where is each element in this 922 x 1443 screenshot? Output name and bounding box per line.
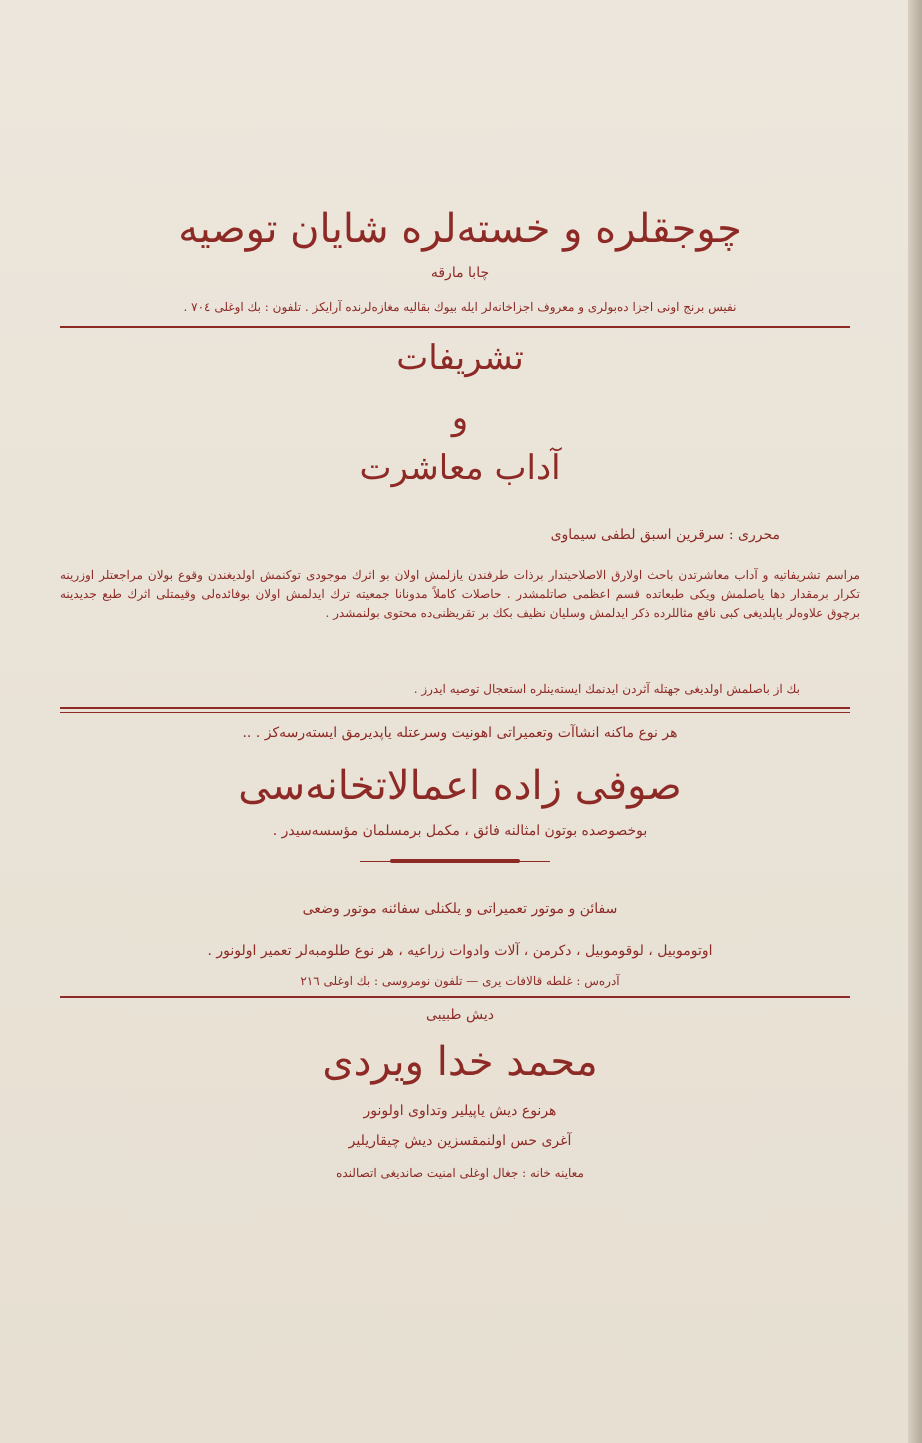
ad1-info-line: نفیس برنج اونی اجزا ده‌بولری و معروف اجزاخانه‌لر ایله بیوك بقالیه مغازه‌لرنده آرایکز . تلفون : بك اوغلی ۷۰٤ .: [183, 300, 737, 314]
book-note: بك از باصلمش اولدیغی جهتله آثردن ایدنمك ایسته‌ینلره استعجال توصیه ایدرز .: [413, 682, 800, 696]
ad1-subtitle: چابا مارقه: [430, 265, 490, 281]
book-title: تشریفات: [396, 338, 524, 378]
ad2-line4: اوتوموبیل ، لوقوموبیل ، دکرمن ، آلات وادوات زراعیه ، هر نوع طلومبه‌لر تعمیر اولونور .: [207, 943, 713, 959]
ad3-line2: آغری حس اولنمقسزین دیش چیقاریلیر: [348, 1133, 572, 1149]
divider-2b: [60, 712, 850, 713]
ad2-line2: بوخصوصده بوتون امثالنه فائق ، مکمل برمسلمان مؤسسه‌سیدر .: [272, 823, 648, 839]
ad3-profession: دیش طبیبی: [426, 1007, 494, 1023]
ad2-name: صوفی زاده اعمالاتخانه‌سی: [238, 763, 682, 809]
ad3-address: معاینه خانه : جغال اوغلی امنیت صاندیغی اتصالنده: [336, 1166, 584, 1180]
divider-1: [60, 326, 850, 328]
ad2-line3: سفائن و موتور تعمیراتی و یلکنلی سفائنه موتور وضعی: [302, 901, 618, 917]
ad3-name: محمد خدا ویردی: [322, 1039, 598, 1085]
book-author: محرری : سرقرین اسبق لطفی سیماوی: [550, 527, 780, 543]
book-conjunction: و: [451, 398, 469, 438]
ornament-divider: [360, 861, 550, 868]
book-description: مراسم تشریفاتیه و آداب معاشرتدن باحث اولارق الاصلاحیتدار برذات طرفندن یازلمش اولان بو اثرك موجودی توکنمش اولدیغندن وقوع بولان مراجعتلر اوزرینه تکرار برمقدار دها یاصلمش ویکی طبعاتده قسم اعظمی صاتلمشدر . حاصلات کاملاً مدونانا جمعیته ترك ایدلمش اولان بوفائده‌لی وقیمتلی اثرك طبع جدیدینه برچوق علاوه‌لر یاپلدیغی کبی نافع مثاللرده ذکر ایدلمش وسلیان نظیف بکك بر تقریظنی‌ده محتوی بولنمشدر .: [60, 568, 860, 621]
ad2-address: آدره‌س : غلطه قالافات یری — تلفون نومروسی : بك اوغلی ۲۱٦: [300, 974, 620, 988]
book-title-2: آداب معاشرت: [359, 448, 561, 488]
divider-2: [60, 707, 850, 709]
ad1-title: چوجقلره و خسته‌لره شایان توصیه: [178, 206, 742, 252]
ad2-line1: هر نوع ماکنه انشاآت وتعمیراتی اهونیت وسرعتله یاپدیرمق ایسته‌رسه‌کز . ..: [242, 725, 678, 741]
divider-3: [60, 996, 850, 998]
binding-edge: [908, 0, 922, 1443]
ad3-line1: هرنوع دیش یاپیلیر وتداوی اولونور: [363, 1103, 557, 1119]
